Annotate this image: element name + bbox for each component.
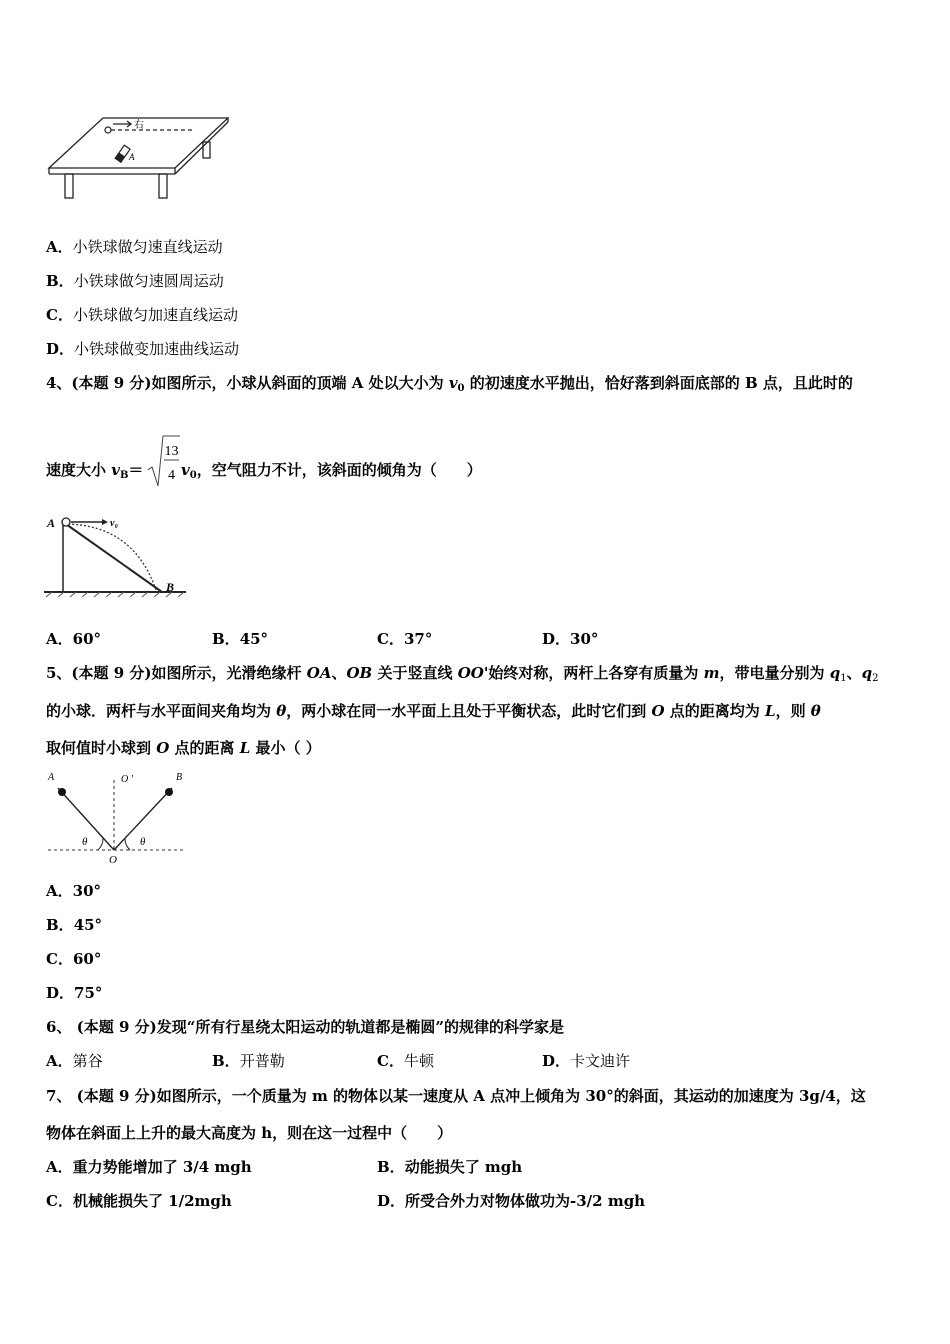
q5-option-a[interactable]: A．30°: [46, 882, 102, 900]
point-a-label: A: [48, 772, 55, 783]
q5-stem-line3: 取何值时小球到 O 点的距离 L 最小（ ）: [46, 739, 321, 757]
q7-stem-line1: 7、 (本题 9 分)如图所示，一个质量为 m 的物体以某一速度从 A 点冲上倾角为 30°的斜面，其运动的加速度为 3g/4，这: [46, 1087, 866, 1105]
q3-option-c[interactable]: C．小铁球做匀加速直线运动: [46, 306, 238, 324]
q6-option-d[interactable]: D．卡文迪许: [542, 1052, 631, 1070]
q5-option-b[interactable]: B．45°: [46, 916, 103, 934]
q4-stem-line2: 速度大小 $v_B=$: [46, 461, 144, 481]
q4-stem-line2b: $v_0$，空气阻力不计，该斜面的倾角为（ ）: [181, 461, 482, 481]
q3-option-a[interactable]: A．小铁球做匀速直线运动: [46, 238, 223, 256]
point-label: A: [129, 152, 135, 162]
arrow-label: 右: [134, 120, 144, 131]
q4-option-d[interactable]: D．30°: [542, 630, 599, 648]
q4-option-b[interactable]: B．45°: [212, 630, 269, 648]
sqrt-fraction: [146, 432, 182, 490]
rods-figure: [44, 770, 190, 866]
q5-stem-line1: 5、(本题 9 分)如图所示，光滑绝缘杆 OA、OB 关于竖直线 OO'始终对称，两杆上各穿有质量为 m，带电量分别为 $q_1$、$q_2$: [46, 664, 879, 684]
ball-b-icon: [165, 788, 173, 796]
ball-icon: [105, 127, 111, 133]
q4-stem-line1: 4、(本题 9 分)如图所示，小球从斜面的顶端 A 处以大小为 $v_0$ 的初速度水平抛出，恰好落到斜面底部的 B 点，且此时的: [46, 374, 853, 394]
ball-icon: [62, 518, 70, 526]
q7-option-d[interactable]: D．所受合外力对物体做功为-3/2 mgh: [377, 1192, 646, 1210]
incline-figure: [44, 512, 190, 604]
q6-option-b[interactable]: B．开普勒: [212, 1052, 285, 1070]
q4-option-c[interactable]: C．37°: [377, 630, 433, 648]
q6-option-a[interactable]: A．第谷: [46, 1052, 103, 1070]
q7-option-a[interactable]: A．重力势能增加了 3/4 mgh: [46, 1158, 252, 1176]
q4-option-a[interactable]: A．60°: [46, 630, 102, 648]
q6-option-c[interactable]: C．牛顿: [377, 1052, 434, 1070]
point-b-label: B: [166, 580, 175, 594]
fraction-numerator: 13: [164, 444, 179, 459]
q5-option-c[interactable]: C．60°: [46, 950, 102, 968]
v0-label: v₀: [110, 518, 118, 529]
q5-option-d[interactable]: D．75°: [46, 984, 103, 1002]
point-b-label: B: [176, 772, 183, 783]
q3-option-d[interactable]: D．小铁球做变加速曲线运动: [46, 340, 240, 358]
ball-a-icon: [58, 788, 66, 796]
q6-stem: 6、 (本题 9 分)发现“所有行星绕太阳运动的轨道都是椭圆”的规律的科学家是: [46, 1018, 564, 1036]
q7-option-b[interactable]: B．动能损失了 mgh: [377, 1158, 523, 1176]
theta-right-label: θ: [140, 836, 146, 848]
q3-option-b[interactable]: B．小铁球做匀速圆周运动: [46, 272, 224, 290]
theta-left-label: θ: [82, 836, 88, 848]
q7-option-c[interactable]: C．机械能损失了 1/2mgh: [46, 1192, 232, 1210]
q5-stem-line2: 的小球．两杆与水平面间夹角均为 θ，两小球在同一水平面上且处于平衡状态，此时它们到 O 点的距离均为 L，则 θ: [46, 702, 821, 720]
fraction-denominator: 4: [168, 468, 175, 483]
point-o-prime-label: O ': [121, 774, 133, 785]
point-o-label: O: [109, 854, 117, 866]
point-a-label: A: [47, 516, 56, 530]
q7-stem-line2: 物体在斜面上上升的最大高度为 h，则在这一过程中（ ）: [46, 1124, 453, 1142]
table-figure: [45, 112, 235, 204]
